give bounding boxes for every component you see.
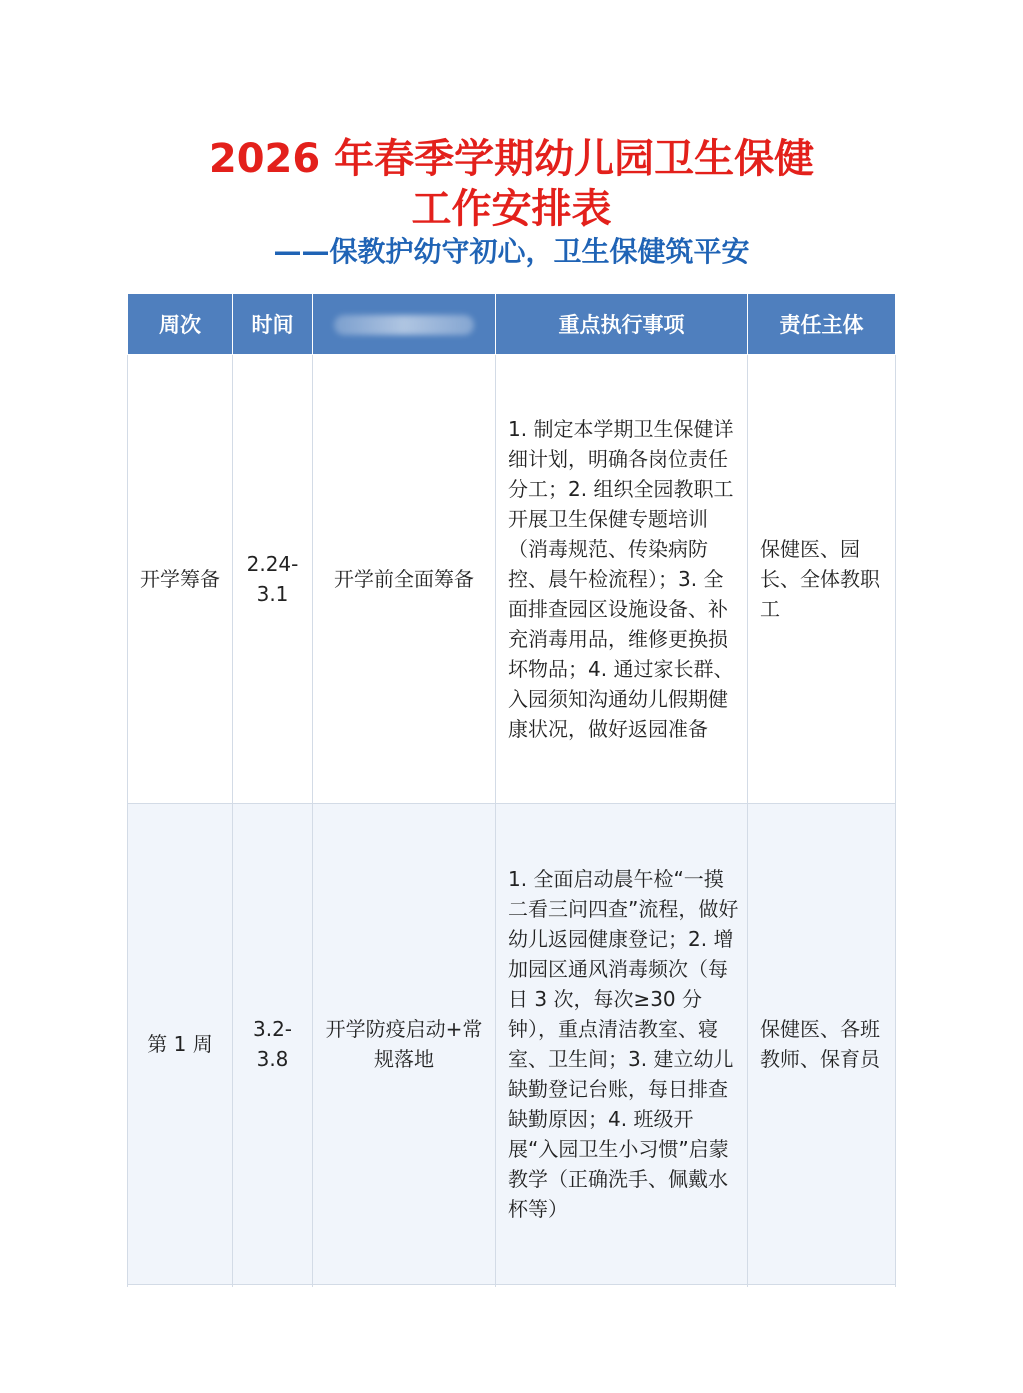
schedule-table — [127, 293, 896, 1360]
blurred-header-text — [334, 315, 474, 335]
cell-week: 开学筹备 — [128, 355, 233, 804]
cell-items: 1. 制定本学期卫生保健详细计划，明确各岗位责任分工；2. 组织全园教职工开展卫生保健专题培训（消毒规范、传染病防控、晨午检流程）；3. 全面排查园区设施设备、补充消毒用品，维修更换损坏物品；4. 通过家长群、入园须知沟通幼儿假期健康状况，做好返园准备 — [496, 355, 748, 804]
cell-theme: 开学前全面筹备 — [313, 355, 496, 804]
header-items: 重点执行事项 — [496, 294, 748, 355]
cell-time: 3.2-3.8 — [233, 804, 313, 1285]
page-subtitle: ——保教护幼守初心，卫生保健筑平安 — [273, 235, 750, 268]
header-theme — [313, 294, 496, 355]
header-time: 时间 — [233, 294, 313, 355]
header-owner: 责任主体 — [748, 294, 896, 355]
cell-owner: 保健医、各班教师、保育员 — [748, 804, 896, 1285]
table-row — [128, 355, 896, 804]
cell-owner: 保健医、园长、全体教职工 — [748, 355, 896, 804]
page-title-line-2: 工作安排表 — [411, 186, 612, 232]
cell-theme: 开学防疫启动+常规落地 — [313, 804, 496, 1285]
page-title-line-1: 2026 年春季学期幼儿园卫生保健 — [208, 136, 815, 182]
cell-items: 1. 全面启动晨午检“一摸二看三问四查”流程，做好幼儿返园健康登记；2. 增加园区通风消毒频次（每日 3 次，每次≥30 分钟），重点清洁教室、寝室、卫生间；3. 建立幼儿缺勤登记台账，每日排查缺勤原因；4. 班级开展“入园卫生小习惯”启蒙教学（正确洗手、佩戴水杯等） — [496, 804, 748, 1285]
header-week: 周次 — [128, 294, 233, 355]
cell-time: 2.24-3.1 — [233, 355, 313, 804]
table-header-row — [128, 294, 896, 355]
page-bottom-margin — [127, 1287, 897, 1393]
cell-week: 第 1 周 — [128, 804, 233, 1285]
table-row — [128, 804, 896, 1285]
